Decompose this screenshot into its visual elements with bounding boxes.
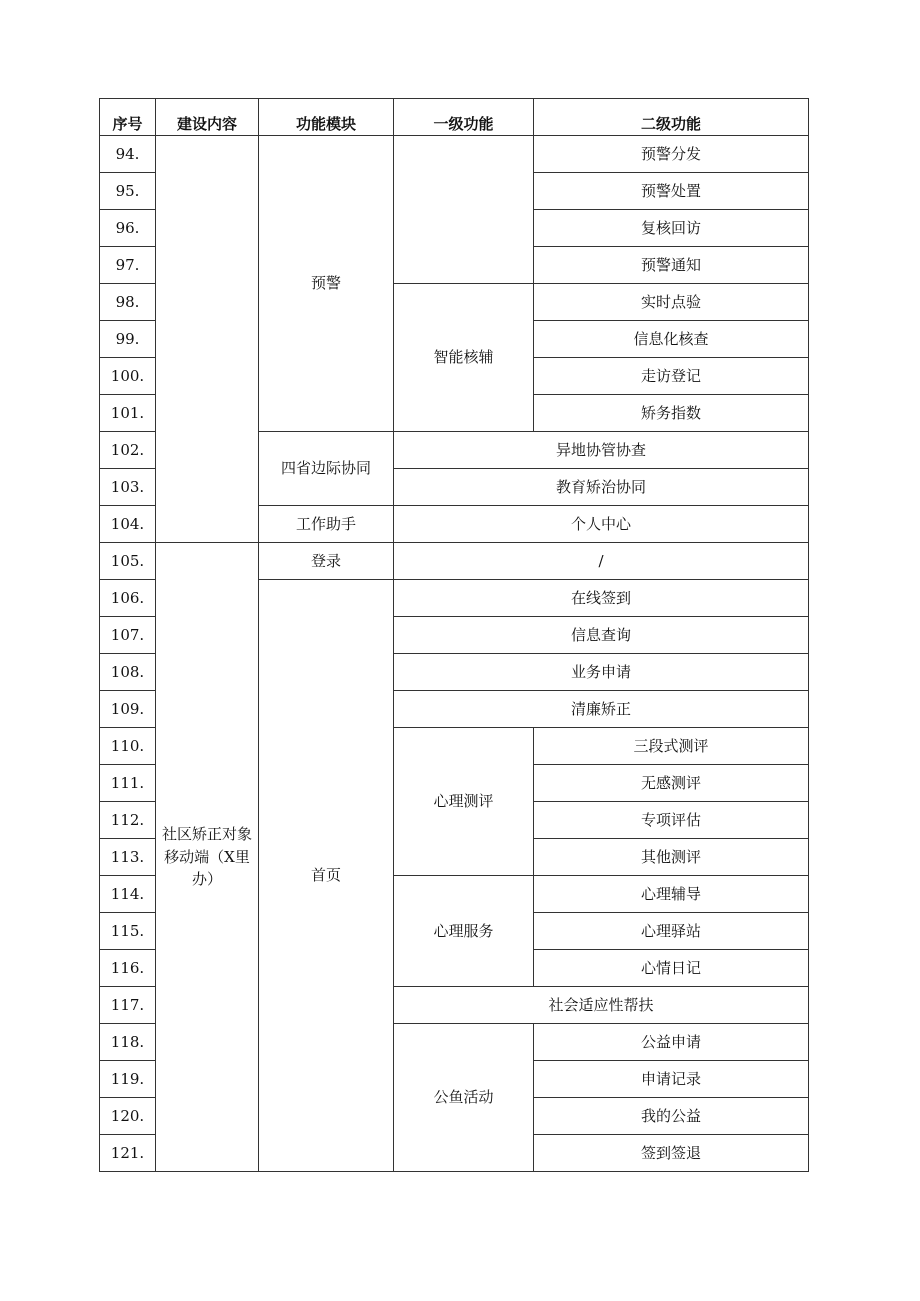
- row-number: 107.: [100, 617, 156, 654]
- row-number: 119.: [100, 1061, 156, 1098]
- row-number: 101.: [100, 395, 156, 432]
- row-number: 105.: [100, 543, 156, 580]
- level1-cell: 在线签到: [394, 580, 809, 617]
- row-number: 102.: [100, 432, 156, 469]
- level2-cell: 我的公益: [534, 1098, 809, 1135]
- level2-cell: 预警分发: [534, 136, 809, 173]
- module-cell: 四省边际协同: [259, 432, 394, 506]
- row-number: 100.: [100, 358, 156, 395]
- level1-cell: 心理测评: [394, 728, 534, 876]
- level2-cell: 公益申请: [534, 1024, 809, 1061]
- level1-cell: [394, 136, 534, 284]
- level2-cell: 预警通知: [534, 247, 809, 284]
- level1-cell: 个人中心: [394, 506, 809, 543]
- function-table: [99, 98, 809, 1172]
- module-cell: 工作助手: [259, 506, 394, 543]
- level2-cell: 三段式测评: [534, 728, 809, 765]
- row-number: 116.: [100, 950, 156, 987]
- level1-cell: 清廉矫正: [394, 691, 809, 728]
- row-number: 112.: [100, 802, 156, 839]
- row-number: 109.: [100, 691, 156, 728]
- level2-cell: 走访登记: [534, 358, 809, 395]
- level2-cell: 签到签退: [534, 1135, 809, 1172]
- level1-cell: 心理服务: [394, 876, 534, 987]
- construction-content-cell: [156, 136, 259, 543]
- header-seq: 序号: [100, 99, 156, 136]
- row-number: 108.: [100, 654, 156, 691]
- header-row: [100, 99, 809, 136]
- header-level1: 一级功能: [394, 99, 534, 136]
- row-number: 98.: [100, 284, 156, 321]
- row-number: 117.: [100, 987, 156, 1024]
- row-number: 110.: [100, 728, 156, 765]
- row-number: 95.: [100, 173, 156, 210]
- row-number: 94.: [100, 136, 156, 173]
- level1-cell: 信息查询: [394, 617, 809, 654]
- row-number: 103.: [100, 469, 156, 506]
- table-row: [100, 136, 809, 173]
- level2-cell: 复核回访: [534, 210, 809, 247]
- level2-cell: 心理辅导: [534, 876, 809, 913]
- row-number: 114.: [100, 876, 156, 913]
- level1-cell: 教育矫治协同: [394, 469, 809, 506]
- module-cell: 预警: [259, 136, 394, 432]
- row-number: 120.: [100, 1098, 156, 1135]
- row-number: 104.: [100, 506, 156, 543]
- row-number: 97.: [100, 247, 156, 284]
- row-number: 99.: [100, 321, 156, 358]
- level2-cell: 专项评估: [534, 802, 809, 839]
- level1-cell: /: [394, 543, 809, 580]
- module-cell: 首页: [259, 580, 394, 1172]
- construction-content-cell: 社区矫正对象移动端（X里办）: [156, 543, 259, 1172]
- row-number: 96.: [100, 210, 156, 247]
- level1-cell: 公鱼活动: [394, 1024, 534, 1172]
- level2-cell: 实时点验: [534, 284, 809, 321]
- header-module: 功能模块: [259, 99, 394, 136]
- level1-cell: 异地协管协查: [394, 432, 809, 469]
- level2-cell: 信息化核查: [534, 321, 809, 358]
- module-cell: 登录: [259, 543, 394, 580]
- level1-cell: 智能核辅: [394, 284, 534, 432]
- level2-cell: 其他测评: [534, 839, 809, 876]
- row-number: 121.: [100, 1135, 156, 1172]
- level2-cell: 申请记录: [534, 1061, 809, 1098]
- header-content: 建设内容: [156, 99, 259, 136]
- level2-cell: 心理驿站: [534, 913, 809, 950]
- level2-cell: 预警处置: [534, 173, 809, 210]
- header-level2: 二级功能: [534, 99, 809, 136]
- row-number: 115.: [100, 913, 156, 950]
- table-row: [100, 543, 809, 580]
- level1-cell: 社会适应性帮扶: [394, 987, 809, 1024]
- row-number: 113.: [100, 839, 156, 876]
- level1-cell: 业务申请: [394, 654, 809, 691]
- level2-cell: 心情日记: [534, 950, 809, 987]
- row-number: 118.: [100, 1024, 156, 1061]
- row-number: 106.: [100, 580, 156, 617]
- level2-cell: 矫务指数: [534, 395, 809, 432]
- level2-cell: 无感测评: [534, 765, 809, 802]
- row-number: 111.: [100, 765, 156, 802]
